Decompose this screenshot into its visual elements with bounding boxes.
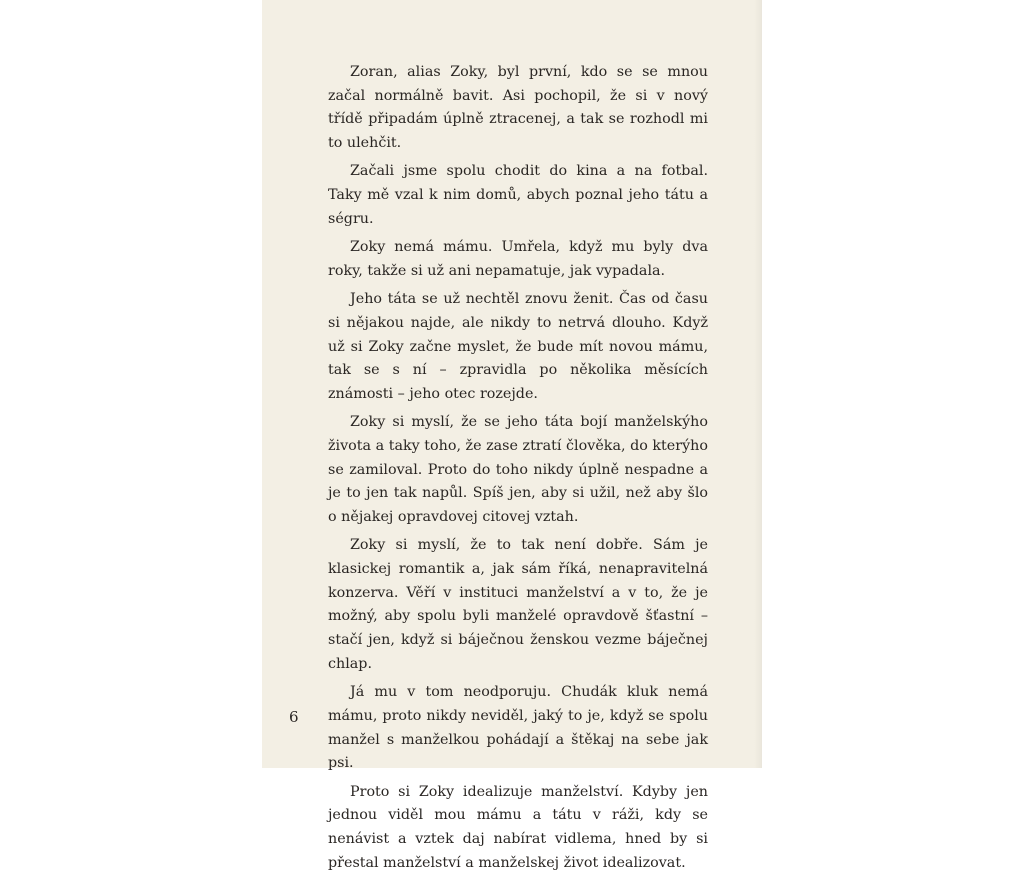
page-edge-shadow: [754, 0, 762, 768]
paragraph-4: Jeho táta se už nechtěl znovu ženit. Čas od času si nějakou najde, ale nikdy to netrvá dlouho. Když už si Zoky začne myslet, že bude mít novou mámu, tak se s ní – zpravidla po několika měsících známosti – jeho otec rozejde.: [328, 291, 708, 402]
paragraph-7: Já mu v tom neodporuju. Chudák kluk nemá mámu, proto nikdy neviděl, jaký to je, když se spolu manžel s manželkou pohádají a štěkaj na sebe jak psi.: [328, 684, 708, 772]
paragraph-2: Začali jsme spolu chodit do kina a na fotbal. Taky mě vzal k nim domů, abych poznal jeho tátu a ségru.: [328, 163, 708, 227]
paragraph-6: Zoky si myslí, že to tak není dobře. Sám je klasickej romantik a, jak sám říká, nenapravitelná konzerva. Věří v instituci manželství a v to, že je možný, aby spolu byli manželé opravdově šťastní – stačí jen, když si báječnou ženskou vezme báječnej chlap.: [328, 537, 708, 672]
paragraph-3: Zoky nemá mámu. Umřela, když mu byly dva roky, takže si už ani nepamatuje, jak vypadala.: [328, 239, 708, 279]
paragraph-5: Zoky si myslí, že se jeho táta bojí manželskýho života a taky toho, že zase ztratí člověka, do kterýho se zamiloval. Proto do toho nikdy úplně nespadne a je to jen tak napůl. Spíš jen, aby si užil, než aby šlo o nějakej opravdovej citovej vztah.: [328, 414, 708, 526]
body-text: [328, 61, 708, 880]
paragraph-1: Zoran, alias Zoky, byl první, kdo se se mnou začal normálně bavit. Asi pochopil, že si v nový třídě připadám úplně ztracenej, a tak se rozhodl mi to ulehčit.: [328, 64, 708, 152]
paragraph-8: Proto si Zoky idealizuje manželství. Kdyby jen jednou viděl mou mámu a tátu v ráži, kdy se nenávist a vztek daj nabírat vidlema, hned by si přestal manželství a manželskej život idealizovat.: [328, 783, 708, 871]
page-number: 6: [289, 708, 299, 726]
book-page: [262, 0, 762, 871]
